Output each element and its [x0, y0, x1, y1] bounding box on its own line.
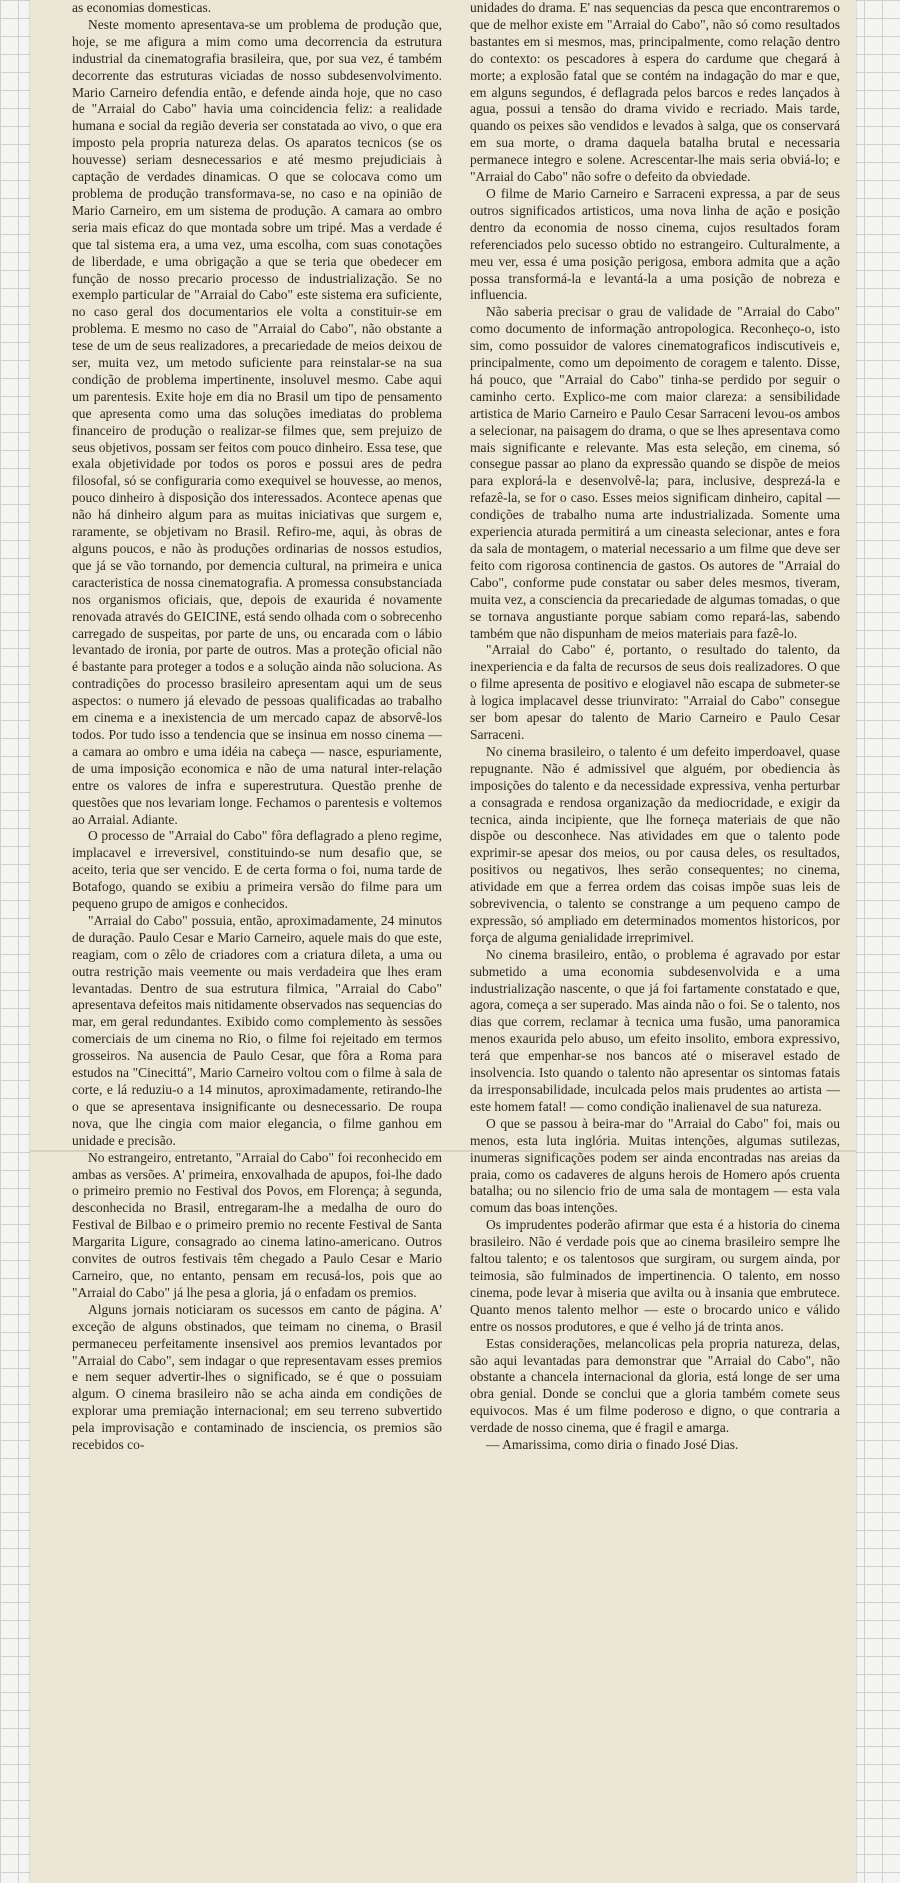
paragraph: Não saberia precisar o grau de validade de "Arraial do Cabo" como documento de informação antropologica. Reconheço-o, isto sim, como possuidor de valores cinematograficos indiscutiveis e, principalmente, como um depoimento de coragem e talento. Disse, há pouco, que "Arraial do Cabo" tinha-se perdido por seguir o caminho certo. Explico-me com maior clareza: a sensibilidade artistica de Mario Carneiro e Paulo Cesar Sarraceni levou-os ambos a selecionar, na paisagem do drama, o que se lhes apresentava como mais significante e relevante. Mas esta seleção, em cinema, só consegue passar ao plano da expressão quando se dispõe de meios para explorá-la e desenvolvê-la; para, inclusive, desprezá-la e refazê-la, se for o caso. Esses meios significam dinheiro, capital — condições de trabalho numa arte industrializada. Somente uma experiencia aturada permitirá a um cineasta selecionar, antes e fora da sala de montagem, o material necessario a um filme que deve ser feito com rigorosa continencia de gastos. Os autores de "Arraial do Cabo", conforme pude constatar ou saber deles mesmos, tiveram, muita vez, a consciencia da precariedade de algumas tomadas, o que se tornava angustiante porque sabiam como repará-las, sabendo também que não dispunham de meios materiais para fazê-lo.: [470, 304, 840, 641]
paragraph: O filme de Mario Carneiro e Sarraceni expressa, a par de seus outros significados artisticos, uma nova linha de ação e posição dentro da economia de nosso cinema, cujos resultados foram referenciados pelo sucesso obtido no estrangeiro. Culturalmente, a meu ver, essa é uma posição perigosa, embora admita que a ação possa transformá-la e levantá-la a uma posição de nobreza e influencia.: [470, 185, 840, 303]
paragraph: Neste momento apresentava-se um problema de produção que, hoje, se me afigura a mim como uma decorrencia da estrutura industrial da cinematografia brasileira, que, por sua vez, é também decorrente das estruturas viciadas de nosso subdesenvolvimento. Mario Carneiro defendia então, e defende ainda hoje, que no caso de "Arraial do Cabo" havia uma coincidencia feliz: a realidade humana e social da região deveria ser constatada ao vivo, o que era imposto pela propria natureza delas. Os aparatos tecnicos (se os houvesse) seriam desnecessarios e até mesmo prejudiciais à captação de verdades dinamicas. O que se colocava como um problema de produção transformava-se, no caso e na opinião de Mario Carneiro, em um sistema de produção. A camara ao ombro seria mais eficaz do que montada sobre um tripé. Mas a verdade é que tal sistema era, a uma vez, uma escolha, com suas conotações de liberdade, e uma obrigação a que se teria que obedecer em função de nosso precario processo de industrialização. Se no exemplo particular de "Arraial do Cabo" este sistema era suficiente, no caso geral dos documentarios ele volta a constituir-se em problema. E mesmo no caso de "Arraial do Cabo", não obstante a tese de um de seus realizadores, a precariedade de meios deixou de ser, muita vez, um metodo suficiente para reinstalar-se na sua condição de problema impertinente, insoluvel mesmo. Cabe aqui um parentesis. Exite hoje em dia no Brasil um tipo de pensamento que apresenta como uma das soluções imediatas do problema financeiro de produção o realizar-se filmes que, sem prejuizo de seus objetivos, possam ser feitos com pouco dinheiro. Essa tese, que exala objetividade por todos os poros e possui ares de pedra filosofal, só se configuraria como exequivel se houvesse, ao menos, pouco dinheiro à disposição dos interessados. Acontece apenas que não há dinheiro algum para as muitas iniciativas que surgem e, raramente, se objetivam no Brasil. Refiro-me, aqui, às obras de alguns poucos, e não às produções ordinarias de nossos estudios, que já se vão tornando, por demencia cultural, na primeira e unica caracteristica de nossa cinematografia. A promessa consubstanciada nos organismos oficiais, que, depois de exaurida é novamente renovada através do GEICINE, está sendo olhada com o sobrecenho carregado de suspeitas, por parte de uns, ou encarada com o lábio levantado de ironia, por parte de outros. Mas a proteção oficial não é bastante para proteger a todos e a solução ainda não soluciona. As contradições do processo brasileiro apresentam aqui um de seus aspectos: o numero já elevado de pessoas qualificadas ao trabalho em cinema e a inexistencia de um mercado capaz de absorvê-los todos. Por tudo isso a tendencia que se insinua em nosso cinema — a camara ao ombro e uma idéia na cabeça — nasce, espuriamente, de uma imposição economica e não de uma natural inter-relação entre os valores de infra e superestrutura. Questão prenhe de questões que nos levariam longe. Fechamos o parentesis e voltemos ao Arraial. Adiante.: [72, 16, 442, 827]
paragraph: as economias domesticas.: [72, 0, 212, 15]
paragraph: "Arraial do Cabo" possuia, então, aproximadamente, 24 minutos de duração. Paulo Cesar e Mario Carneiro, aquele mais do que este, reagiam, com o zêlo de criadores com a criatura dileta, a uma ou outra restrição mais veemente ou mais verdadeira que lhes eram levantadas. Dentro de sua estrutura filmica, "Arraial do Cabo" apresentava defeitos mais nitidamente observados nas sequencias do mar, em geral redundantes. Exibido como complemento às sessões comerciais de um cinema no Rio, o filme foi rejeitado em termos grosseiros. Na ausencia de Paulo Cesar, que fôra a Roma para estudos na "Cinecittá", Mario Carneiro voltou com o filme à sala de corte, e lá reduziu-o a 14 minutos, aproximadamente, retirando-lhe o que se apresentava insignificante ou desnecessario. De roupa nova, que lhe cingia com maior elegancia, o filme ganhou em unidade e precisão.: [72, 912, 443, 1148]
article-column-left: [72, 0, 442, 1454]
article-column-right: [470, 0, 840, 1454]
paragraph: "Arraial do Cabo" é, portanto, o resultado do talento, da inexperiencia e da falta de recursos de seus dois realizadores. O que o filme apresenta de positivo e elogiavel não escapa de submeter-se à logica implacavel desse triunvirato: "Arraial do Cabo" consegue ser bom apesar do talento de Mario Carneiro e Paulo Cesar Sarraceni.: [470, 642, 840, 742]
paragraph: O que se passou à beira-mar do "Arraial do Cabo" foi, mais ou menos, esta luta inglória. Muitas intenções, algumas sutilezas, inumeras significações podem ser ainda encontradas nas areias da praia, como os cadaveres de alguns herois de Homero após cruenta batalha; ou no silencio frio de uma sala de montagem — esta vala comum das boas intenções.: [470, 1115, 840, 1216]
paragraph: Estas considerações, melancolicas pela propria natureza, delas, são aqui levantadas para demonstrar que "Arraial do Cabo", não obstante a chancela internacional da gloria, está longe de ser uma obra genial. Donde se conclui que a gloria também comete seus equivocos. Mas é um filme poderoso e digno, o que contraria a verdade de nosso cinema, que é fragil e amarga.: [470, 1335, 840, 1436]
paragraph: No cinema brasileiro, então, o problema é agravado por estar submetido a uma economia subdesenvolvida e a uma industrialização nascente, o que já foi fartamente constatado e que, agora, começa a ser superado. Mas ainda não o foi. Se o talento, nos dias que correm, reclamar à tecnica uma fusão, uma panoramica menos exaurida pelo abuso, um efeito insolito, embora expressivo, terá que empenhar-se nos bancos até o miseravel estado de insolvencia. Isto quando o talento não apresentar os sintomas fatais da irresponsabilidade, inculcada pelos mais prudentes ao artista — este homem fatal! — como condição inalienavel de sua natureza.: [470, 946, 840, 1114]
newspaper-clipping: [30, 0, 856, 1883]
signoff: — Amarissima, como diria o finado José Dias.: [486, 1437, 739, 1453]
paragraph: Os imprudentes poderão afirmar que esta é a historia do cinema brasileiro. Não é verdade pois que ao cinema brasileiro sempre lhe faltou talento; e os talentosos que surgiram, ou surgem ainda, por teimosia, são fulminados de impertinencia. O talento, em nosso cinema, pode levar à miseria que avilta ou à insania que embrutece. Quanto menos talento melhor — este o brocardo unico e válido entre os nossos produtores, e que é velho já de trinta anos.: [470, 1217, 840, 1334]
paragraph: unidades do drama. E' nas sequencias da pesca que encontraremos o que de melhor existe em "Arraial do Cabo", não só como resultados bastantes em si mesmos, mas, principalmente, como relação dentro do contexto: os pescadores à espera do cardume que chegará à morte; a explosão fatal que se contém na indagação do mar e que, em alguns segundos, é deflagrada pelos barcos e redes lançados à agua, possui a tensão do drama vivido e recriado. Mais tarde, quando os peixes são vendidos e levados à salga, que os conservará em sua morte, o drama daquela batalha brutal e necessaria permanece integro e solene. Acrescentar-lhe mais seria obviá-lo; e "Arraial do Cabo" não sofre o defeito da obviedade.: [470, 0, 840, 185]
paragraph: No cinema brasileiro, o talento é um defeito imperdoavel, quase repugnante. Não é admissivel que alguém, por obediencia às imposições do talento e da necessidade expressiva, venha perturbar a consagrada e rendosa organização da mediocridade, e exigir da tecnica, ainda incipiente, que lhe forneça materiais de que não dispõe ou desconhece. Nas atividades em que o talento pode exprimir-se apesar dos meios, ou por causa deles, os resultados, positivos ou negativos, lhes serão consequentes; no cinema, atividade em que a ferrea ordem das coisas impõe suas leis de sobrevivencia, o talento se constrange a um pequeno campo de expressão, só ampliado em determinados momentos historicos, por força de alguma genialidade irreprimivel.: [470, 743, 840, 945]
paragraph: No estrangeiro, entretanto, "Arraial do Cabo" foi reconhecido em ambas as versões. A' primeira, enxovalhada de apupos, foi-lhe dado o primeiro premio no Festival dos Povos, em Florença; à segunda, desconhecida no Brasil, entregaram-lhe a medalha de ouro do Festival de Bilbao e o primeiro premio no recente Festival de Santa Margarita Ligure, consagrado ao cinema latino-americano. Outros convites de outros festivais têm chegado a Paulo Cesar e Mario Carneiro, que, no entanto, pensam em recusá-los, pois que ao "Arraial do Cabo" já lhe pesa a gloria, já o enfadam os premios.: [72, 1149, 442, 1300]
paragraph: Alguns jornais noticiaram os sucessos em canto de página. A' exceção de alguns obstinados, que teimam no cinema, o Brasil permaneceu perfeitamente insensivel aos premios levantados por "Arraial do Cabo", sem indagar o que representavam esses premios e nem sequer advertir-lhes o significado, se é que o possuiam algum. O cinema brasileiro não se acha ainda em condições de explorar uma premiação internacional; em seu terreno subvertido pela improvisação e contaminado de insciencia, os premios são recebidos co-: [72, 1301, 442, 1453]
paragraph: O processo de "Arraial do Cabo" fôra deflagrado a pleno regime, implacavel e irreversivel, constituindo-se num desafio que, se aceito, teria que ser vencido. E de certa forma o foi, numa tarde de Botafogo, quando se exibiu a primeira versão do filme para um pequeno grupo de amigos e conhecidos.: [72, 828, 442, 912]
